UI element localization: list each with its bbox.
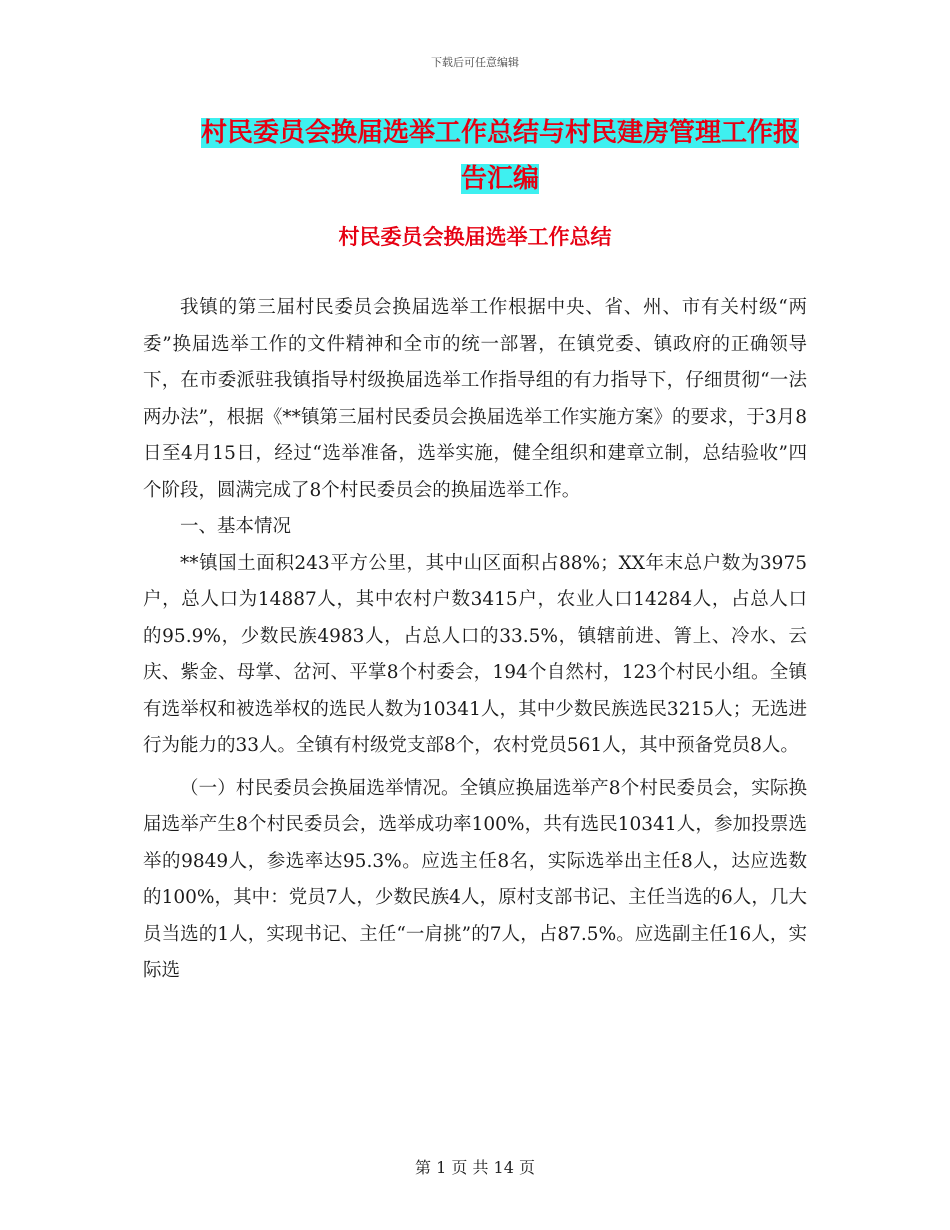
document-title-text: 村民委员会换届选举工作总结与村民建房管理工作报告汇编 bbox=[200, 118, 799, 194]
paragraph-intro: 我镇的第三届村民委员会换届选举工作根据中央、省、州、市有关村级“两委”换届选举工作的文件精神和全市的统一部署，在镇党委、镇政府的正确领导下，在市委派驻我镇指导村级换届选举工作指导组的有力指导下，仔细贯彻“一法两办法”，根据《**镇第三届村民委员会换届选举工作实施方案》的要求，于3月8日至4月15日，经过“选举准备，选举实施，健全组织和建章立制，总结验收”四个阶段，圆满完成了8个村民委员会的换届选举工作。 bbox=[143, 297, 807, 501]
page-number: 第 1 页 共 14 页 bbox=[415, 1158, 535, 1177]
body-text bbox=[143, 290, 807, 990]
paragraph-election-results: （一）村民委员会换届选举情况。全镇应换届选举产8个村民委员会，实际换届选举产生8个村民委员会，选举成功率100%，共有选民10341人，参加投票选举的9849人，参选率达95.3%。应选主任8名，实际选举出主任8人，达应选数的100%，其中：党员7人，少数民族4人，原村支部书记、主任当选的6人，几大员当选的1人，实现书记、主任“一肩挑”的7人，占87.5%。应选副主任16人，实际选 bbox=[143, 777, 807, 981]
page-header: 下载后可任意编辑 bbox=[431, 56, 519, 69]
section-title: 村民委员会换届选举工作总结 bbox=[338, 224, 612, 249]
paragraph-basic-stats: **镇国土面积243平方公里，其中山区面积占88%；XX年末总户数为3975户，总人口为14887人，其中农村户数3415户，农业人口14284人，占总人口的95.9%，少数民族4983人，占总人口的33.5%，镇辖前进、箐上、冷水、云庆、紫金、母掌、岔河、平掌8个村委会，194个自然村，123个村民小组。全镇有选举权和被选举权的选民人数为10341人，其中少数民族选民3215人；无选进行为能力的33人。全镇有村级党支部8个，农村党员561人，其中预备党员8人。 bbox=[143, 552, 807, 756]
document-title bbox=[190, 110, 810, 202]
heading-basic-situation: 一、基本情况 bbox=[180, 516, 292, 537]
